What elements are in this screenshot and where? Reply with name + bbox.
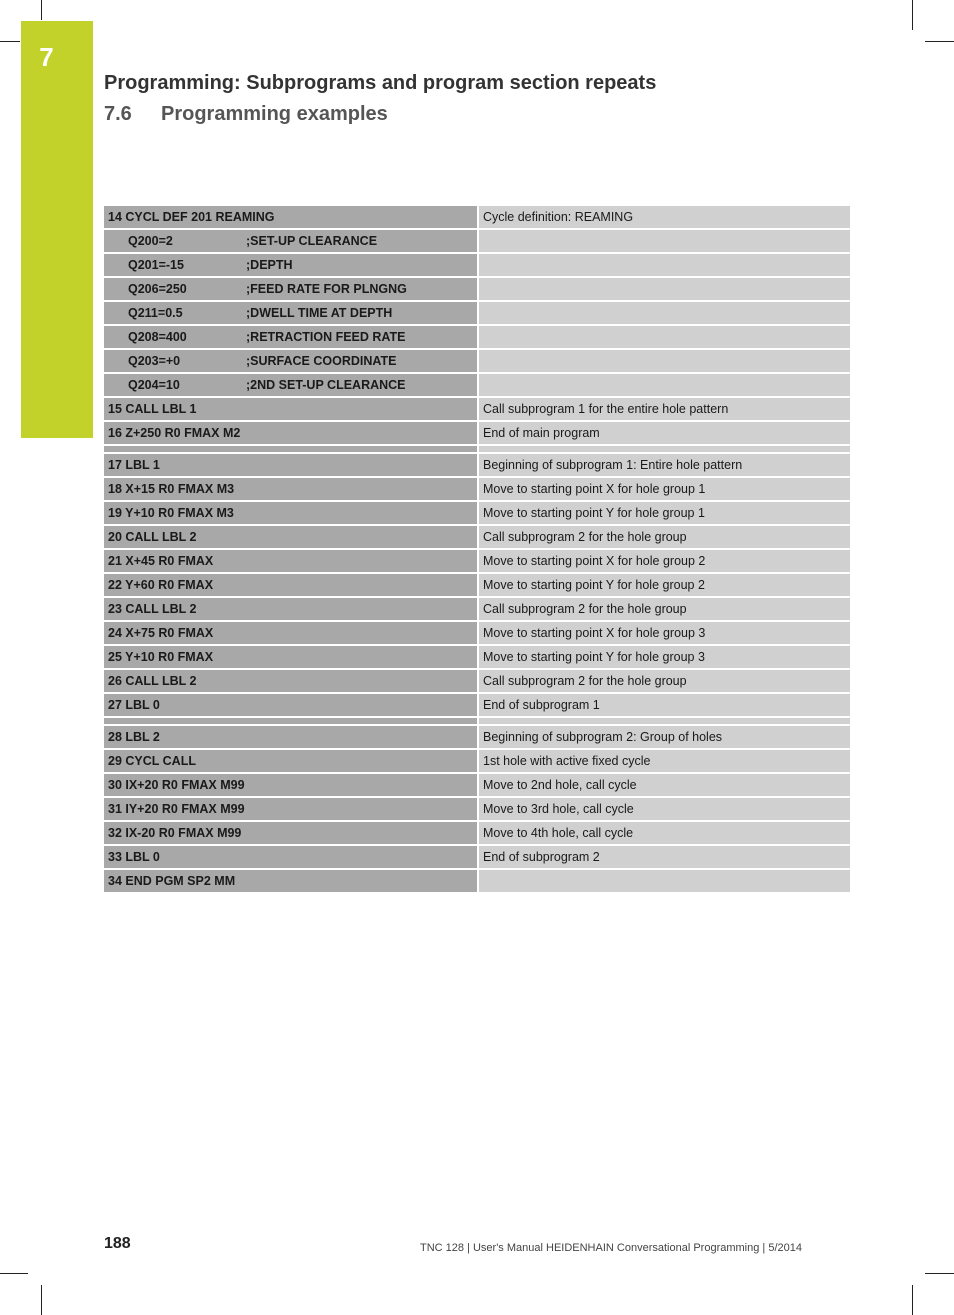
table-row: [104, 349, 850, 373]
nc-block-cell: 20 CALL LBL 2: [104, 525, 478, 549]
table-row: [104, 453, 850, 477]
description-cell: Move to starting point Y for hole group 1: [478, 501, 850, 525]
description-cell: Beginning of subprogram 2: Group of holes: [478, 725, 850, 749]
parameter-comment: ;2ND SET-UP CLEARANCE: [246, 378, 406, 392]
nc-block-cell: [104, 349, 478, 373]
nc-block-cell: 32 IX-20 R0 FMAX M99: [104, 821, 478, 845]
nc-block-cell: 31 IY+20 R0 FMAX M99: [104, 797, 478, 821]
nc-block-cell: 25 Y+10 R0 FMAX: [104, 645, 478, 669]
nc-block-cell: [104, 301, 478, 325]
parameter-comment: ;FEED RATE FOR PLNGNG: [246, 282, 407, 296]
description-cell: Call subprogram 1 for the entire hole pattern: [478, 397, 850, 421]
table-row: [104, 573, 850, 597]
crop-mark: [0, 1273, 28, 1274]
nc-block-cell: 19 Y+10 R0 FMAX M3: [104, 501, 478, 525]
nc-block-cell: 28 LBL 2: [104, 725, 478, 749]
description-cell: Move to starting point Y for hole group 2: [478, 573, 850, 597]
cycle-parameter: Q203=+0: [128, 354, 181, 368]
description-cell: [478, 325, 850, 349]
table-row: [104, 373, 850, 397]
description-cell: Move to starting point X for hole group 2: [478, 549, 850, 573]
table-row: [104, 693, 850, 717]
nc-block-cell: [104, 445, 478, 453]
page-number: 188: [104, 1235, 131, 1252]
description-cell: [478, 717, 850, 725]
nc-block-cell: 14 CYCL DEF 201 REAMING: [104, 206, 478, 229]
nc-block-cell: 26 CALL LBL 2: [104, 669, 478, 693]
section-heading: [104, 103, 388, 126]
nc-block-cell: 33 LBL 0: [104, 845, 478, 869]
description-cell: Call subprogram 2 for the hole group: [478, 525, 850, 549]
nc-block-cell: 24 X+75 R0 FMAX: [104, 621, 478, 645]
description-cell: 1st hole with active fixed cycle: [478, 749, 850, 773]
section-title: Programming examples: [161, 103, 388, 125]
crop-mark: [912, 1285, 913, 1315]
table-row: [104, 621, 850, 645]
table-spacer-row: [104, 717, 850, 725]
cycle-parameter: Q201=-15: [128, 258, 184, 272]
page-title: Programming: Subprograms and program section repeats: [104, 72, 657, 94]
description-cell: Call subprogram 2 for the hole group: [478, 669, 850, 693]
parameter-comment: ;DWELL TIME AT DEPTH: [246, 306, 393, 320]
nc-block-cell: 27 LBL 0: [104, 693, 478, 717]
table-row: [104, 229, 850, 253]
table-row: [104, 869, 850, 893]
cycle-parameter: Q204=10: [128, 378, 180, 392]
table-row: [104, 525, 850, 549]
chapter-tab: [21, 21, 93, 438]
cycle-parameter: Q200=2: [128, 234, 173, 248]
nc-block-cell: [104, 253, 478, 277]
table-row: [104, 301, 850, 325]
description-cell: Beginning of subprogram 1: Entire hole pattern: [478, 453, 850, 477]
nc-block-cell: [104, 717, 478, 725]
description-cell: Call subprogram 2 for the hole group: [478, 597, 850, 621]
table-row: [104, 669, 850, 693]
table-row: [104, 549, 850, 573]
nc-block-cell: 30 IX+20 R0 FMAX M99: [104, 773, 478, 797]
parameter-comment: ;SET-UP CLEARANCE: [246, 234, 378, 248]
description-cell: Move to starting point X for hole group 3: [478, 621, 850, 645]
parameter-comment: ;SURFACE COORDINATE: [246, 354, 397, 368]
table-row: [104, 749, 850, 773]
table-row: [104, 421, 850, 445]
table-row: [104, 501, 850, 525]
description-cell: Cycle definition: REAMING: [478, 206, 850, 229]
parameter-comment: ;RETRACTION FEED RATE: [246, 330, 406, 344]
table-row: [104, 206, 850, 229]
nc-block-cell: [104, 373, 478, 397]
description-cell: [478, 869, 850, 893]
nc-block-cell: [104, 325, 478, 349]
nc-block-cell: 23 CALL LBL 2: [104, 597, 478, 621]
table-row: [104, 253, 850, 277]
description-cell: Move to 2nd hole, call cycle: [478, 773, 850, 797]
description-cell: Move to 3rd hole, call cycle: [478, 797, 850, 821]
description-cell: Move to 4th hole, call cycle: [478, 821, 850, 845]
description-cell: Move to starting point Y for hole group 3: [478, 645, 850, 669]
nc-block-cell: 17 LBL 1: [104, 453, 478, 477]
table-row: [104, 325, 850, 349]
nc-block-cell: 15 CALL LBL 1: [104, 397, 478, 421]
description-cell: [478, 445, 850, 453]
nc-block-cell: 16 Z+250 R0 FMAX M2: [104, 421, 478, 445]
description-cell: Move to starting point X for hole group 1: [478, 477, 850, 501]
crop-mark: [912, 0, 913, 30]
table-row: [104, 477, 850, 501]
nc-block-cell: 18 X+15 R0 FMAX M3: [104, 477, 478, 501]
table-row: [104, 645, 850, 669]
description-cell: End of subprogram 2: [478, 845, 850, 869]
nc-block-cell: [104, 229, 478, 253]
description-cell: [478, 373, 850, 397]
description-cell: [478, 277, 850, 301]
crop-mark: [925, 41, 954, 42]
table-spacer-row: [104, 445, 850, 453]
footer-text: TNC 128 | User's Manual HEIDENHAIN Conversational Programming | 5/2014: [420, 1242, 802, 1254]
nc-block-cell: 22 Y+60 R0 FMAX: [104, 573, 478, 597]
description-cell: End of main program: [478, 421, 850, 445]
description-cell: [478, 229, 850, 253]
section-number: 7.6: [104, 103, 132, 125]
description-cell: [478, 349, 850, 373]
crop-mark: [41, 1285, 42, 1315]
table-row: [104, 773, 850, 797]
program-table: [104, 206, 850, 894]
cycle-parameter: Q208=400: [128, 330, 187, 344]
nc-block-cell: 34 END PGM SP2 MM: [104, 869, 478, 893]
chapter-number: 7: [39, 42, 54, 72]
table-row: [104, 597, 850, 621]
description-cell: [478, 301, 850, 325]
table-row: [104, 277, 850, 301]
cycle-parameter: Q206=250: [128, 282, 187, 296]
table-row: [104, 821, 850, 845]
table-row: [104, 797, 850, 821]
table-row: [104, 397, 850, 421]
cycle-parameter: Q211=0.5: [128, 306, 183, 320]
nc-block-cell: 21 X+45 R0 FMAX: [104, 549, 478, 573]
table-row: [104, 845, 850, 869]
nc-block-cell: 29 CYCL CALL: [104, 749, 478, 773]
parameter-comment: ;DEPTH: [246, 258, 293, 272]
crop-mark: [925, 1273, 954, 1274]
nc-block-cell: [104, 277, 478, 301]
table-row: [104, 725, 850, 749]
description-cell: End of subprogram 1: [478, 693, 850, 717]
crop-mark: [41, 0, 42, 20]
description-cell: [478, 253, 850, 277]
